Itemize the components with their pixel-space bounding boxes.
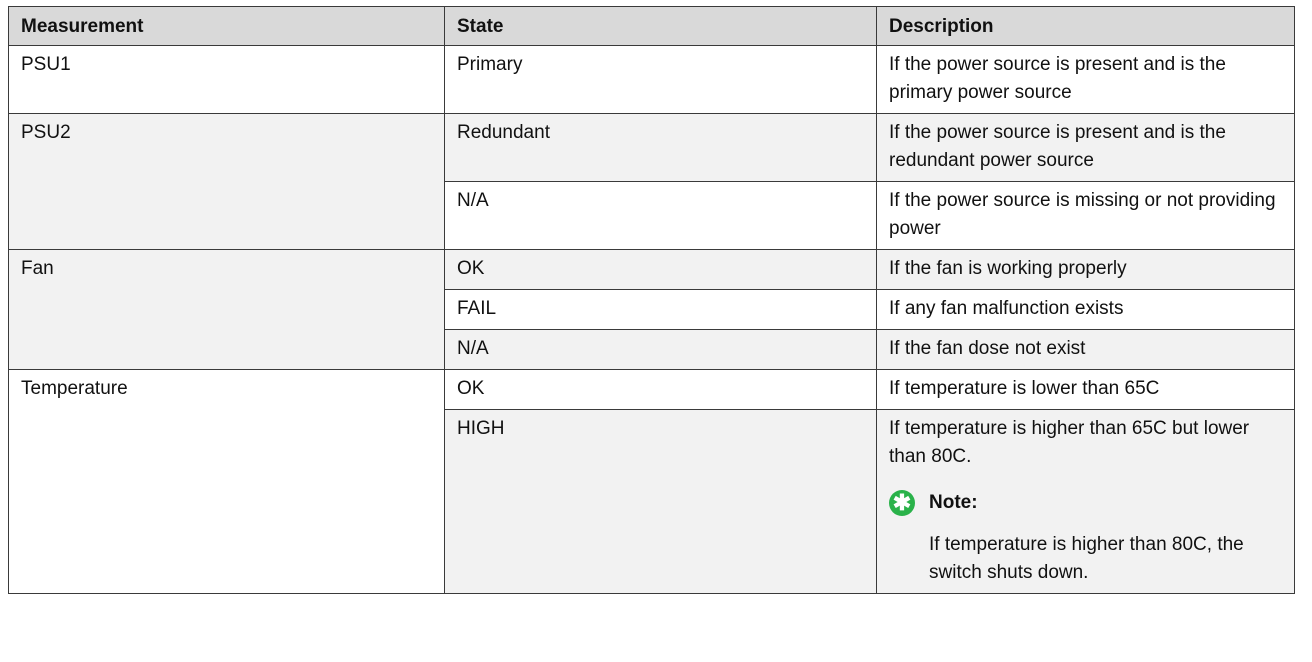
asterisk-note-icon: ✱: [889, 490, 915, 516]
table-row: [9, 370, 1295, 410]
note-header: [889, 489, 1282, 517]
description-cell: If temperature is lower than 65C: [877, 370, 1295, 410]
description-cell: If the power source is present and is the primary power source: [877, 46, 1295, 114]
header-description: Description: [877, 7, 1295, 46]
state-cell: OK: [445, 250, 877, 290]
description-cell: If the power source is present and is the redundant power source: [877, 114, 1295, 182]
header-row: [9, 7, 1295, 46]
table-row: [9, 250, 1295, 290]
note-text: If temperature is higher than 80C, the switch shuts down.: [929, 534, 1244, 583]
state-cell: Redundant: [445, 114, 877, 182]
description-text: If temperature is higher than 65C but lower than 80C.: [889, 418, 1250, 467]
state-cell: OK: [445, 370, 877, 410]
table-row: [9, 46, 1295, 114]
note-block: [889, 489, 1282, 587]
measurement-cell: PSU1: [9, 46, 445, 114]
table-row: [9, 114, 1295, 182]
state-cell: N/A: [445, 182, 877, 250]
measurement-cell: PSU2: [9, 114, 445, 250]
state-cell: HIGH: [445, 410, 877, 594]
environment-status-table: [8, 6, 1295, 594]
state-cell: N/A: [445, 330, 877, 370]
description-cell: If the fan dose not exist: [877, 330, 1295, 370]
description-cell: If the power source is missing or not providing power: [877, 182, 1295, 250]
state-cell: FAIL: [445, 290, 877, 330]
description-cell: [877, 410, 1295, 594]
header-measurement: Measurement: [9, 7, 445, 46]
header-state: State: [445, 7, 877, 46]
table-header: [9, 7, 1295, 46]
description-cell: If any fan malfunction exists: [877, 290, 1295, 330]
state-cell: Primary: [445, 46, 877, 114]
description-cell: If the fan is working properly: [877, 250, 1295, 290]
table-body: [9, 46, 1295, 594]
note-label: Note:: [929, 492, 978, 513]
measurement-cell: Fan: [9, 250, 445, 370]
measurement-cell: Temperature: [9, 370, 445, 594]
